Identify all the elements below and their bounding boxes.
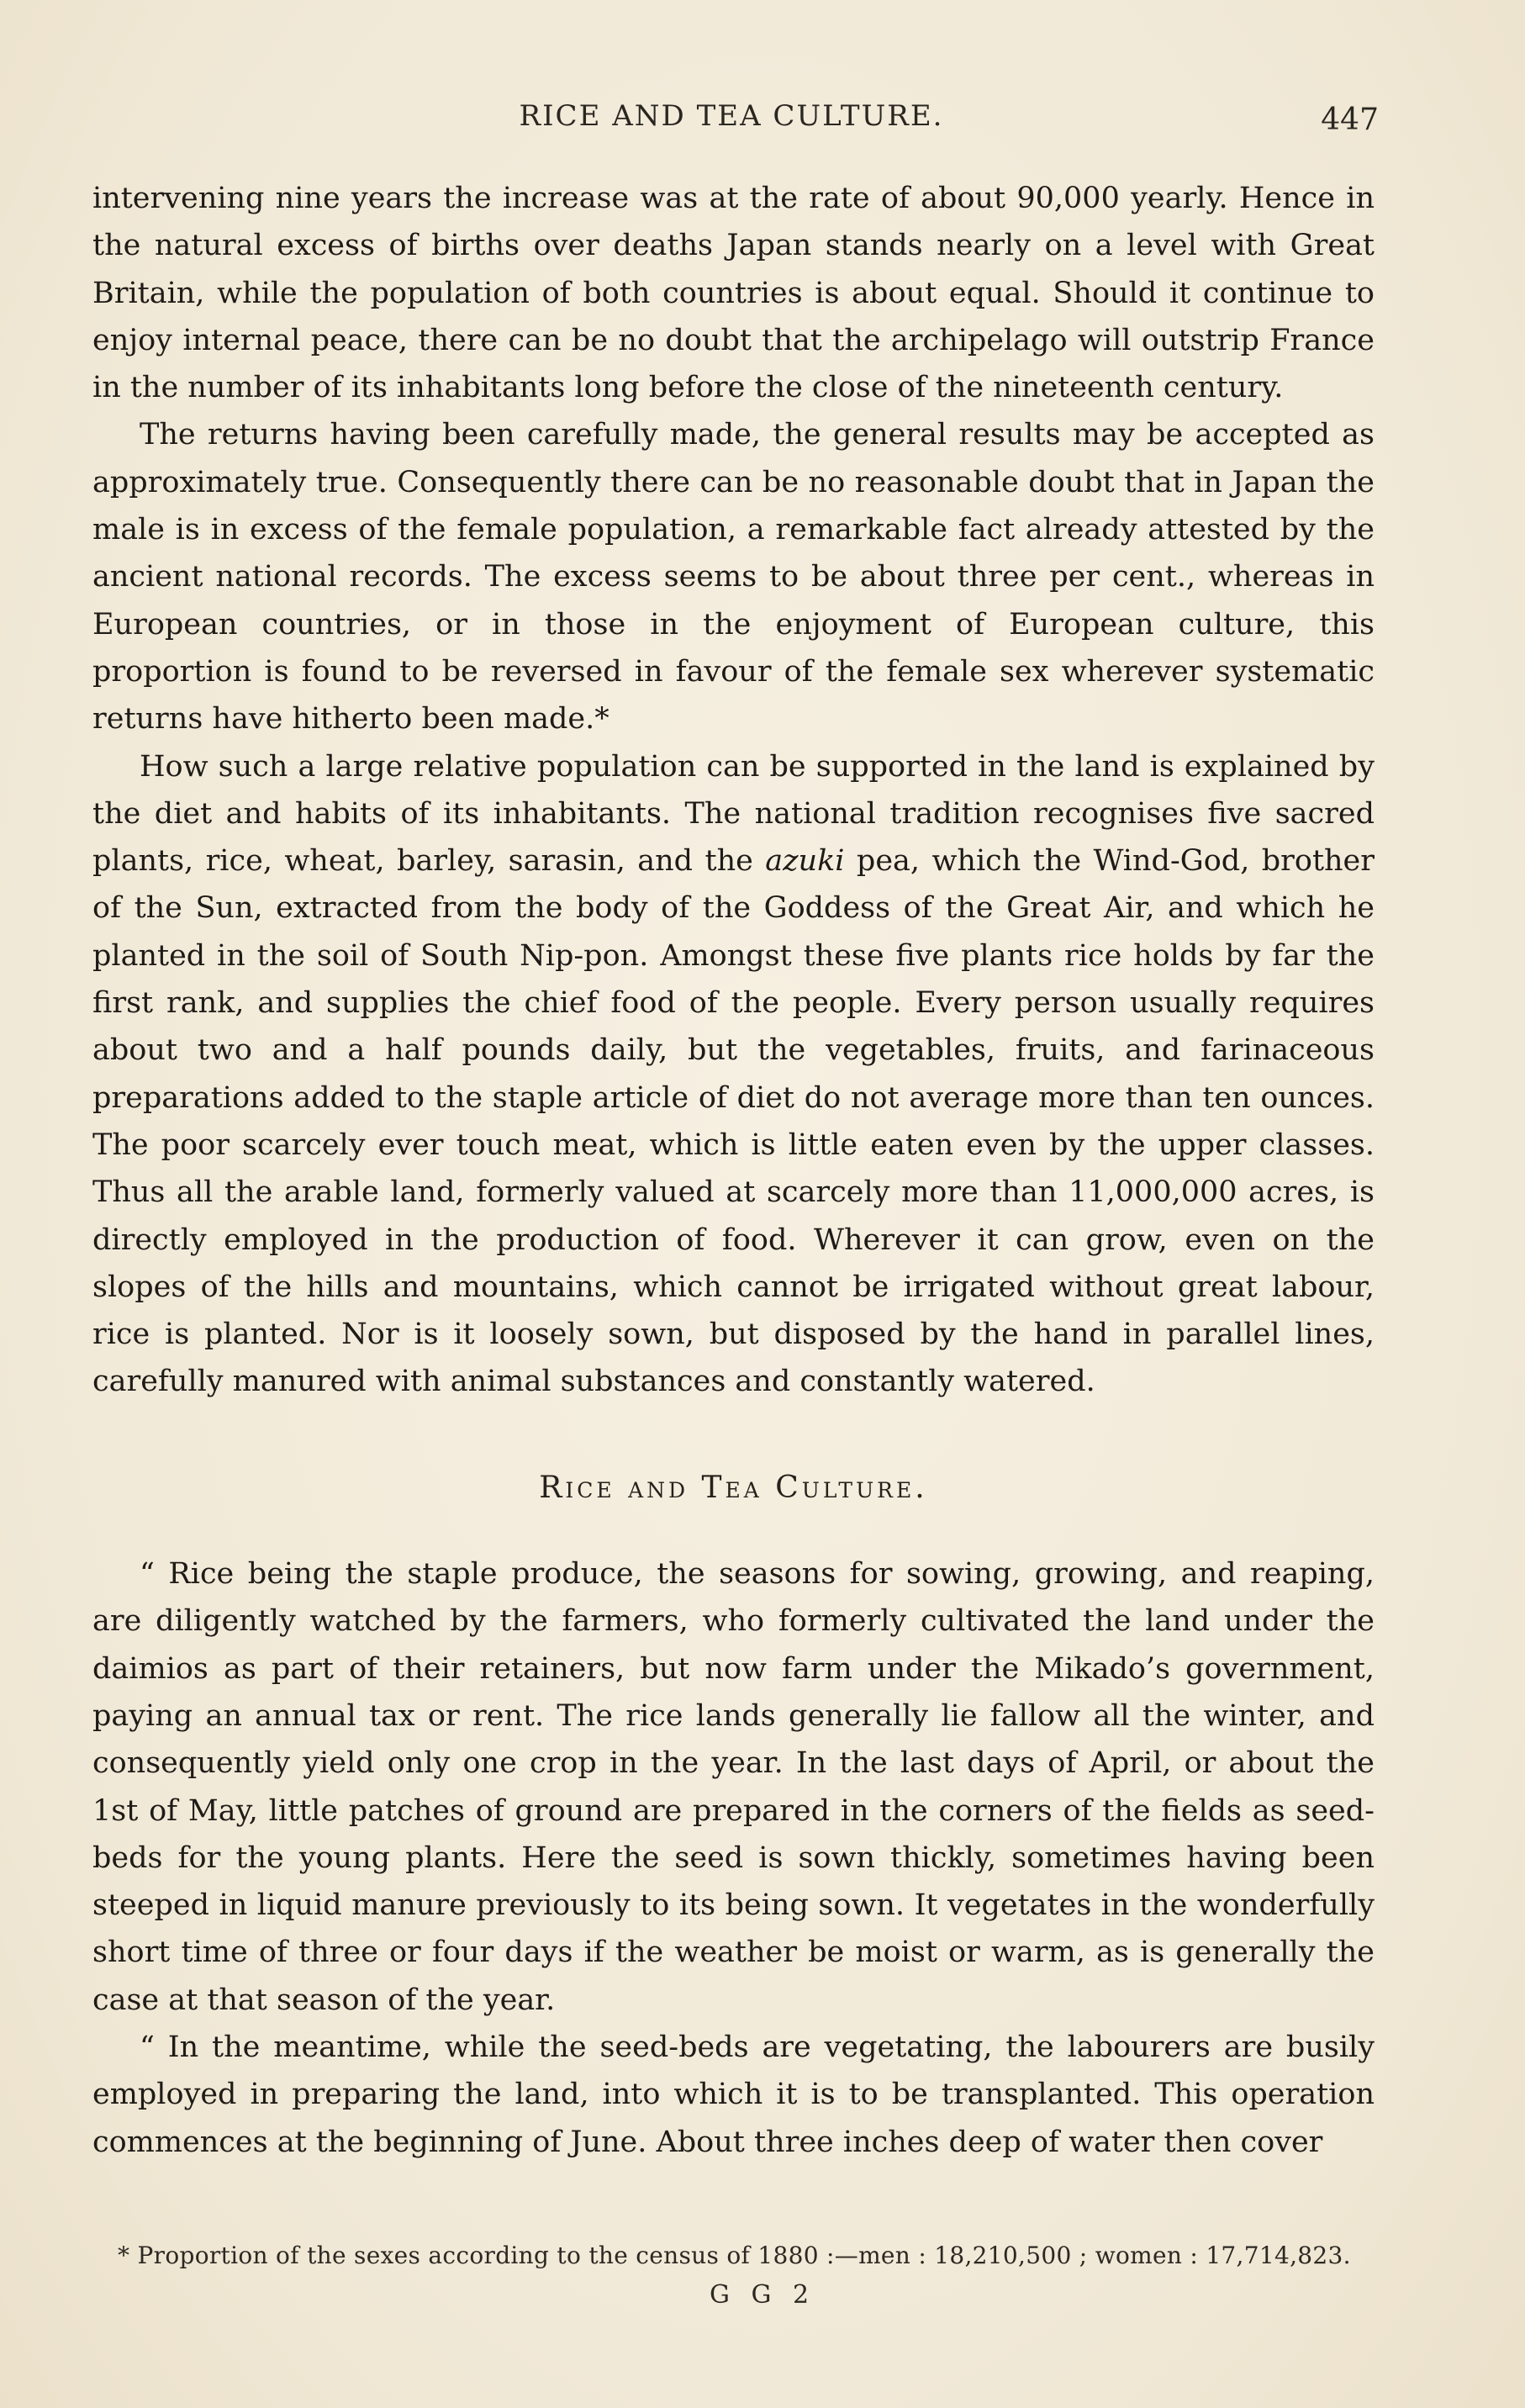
section-heading: Rice and Tea Culture. [539,1470,928,1505]
page-number: 447 [1321,103,1379,137]
paragraph-sex-ratio: The returns having been carefully made, the general results may be accepted as approximately true. Consequently there can be no reasonable doubt that in Japan the male is in excess of the female population, a remarkable fact already attested by the ancient national records. The excess seems to be about three per cent., whereas in European countries, or in those in the enjoyment of European culture, this proportion is found to be reversed in favour of the female sex wherever systematic returns have hitherto been made.* [92,418,1375,737]
paragraph-diet-after: pea, which the Wind-God, brother of the Sun, extracted from the body of the Goddess of the Great Air, and which he planted in the soil of South Nip-pon. Amongst these five plants rice holds by far the first rank, and supplies the chief food of the people. Every person usually requires about two and a half pounds daily, but the vegetables, fruits, and farinaceous preparations added to the staple article of diet do not average more than ten ounces. The poor scarcely ever touch meat, which is little eaten even by the upper classes. Thus all the arable land, formerly valued at scarcely more than 11,000,000 acres, is directly employed in the production of food. Wherever it can grow, even on the slopes of the hills and mountains, which cannot be irrigated without great labour, rice is planted. Nor is it loosely sown, but disposed by the hand in parallel lines, carefully manured with animal substances and constantly watered. [92,844,1375,1399]
paragraph-rice-seasons: “ Rice being the staple produce, the seasons for sowing, growing, and reaping, are diligently watched by the farmers, who formerly cultivated the land under the daimios as part of their retainers, but now farm under the Mikado’s government, paying an annual tax or rent. The rice lands generally lie fallow all the winter, and consequently yield only one crop in the year. In the last days of April, or about the 1st of May, little patches of ground are prepared in the corners of the fields as seed-beds for the young plants. Here the seed is sown thickly, sometimes having been steeped in liquid manure previously to its being sown. It vegetates in the wonderfully short time of three or four days if the weather be moist or warm, as is generally the case at that season of the year. [92,1557,1375,2017]
paragraph-continuation: intervening nine years the increase was at the rate of about 90,000 yearly. Hence in the natural excess of births over deaths Japan stands nearly on a level with Great Britain, while the population of both countries is about equal. Should it continue to enjoy internal peace, there can be no doubt that the archipelago will outstrip France in the number of its inhabitants long before the close of the nineteenth century. [92,182,1375,405]
paragraph-diet [92,743,1375,1406]
page-header [92,99,1379,141]
signature-mark: G G 2 [709,2280,816,2310]
body-text [92,175,1375,2166]
footnote: * Proportion of the sexes according to the census of 1880 :—men : 18,210,500 ; women : 17,714,823. [118,2242,1351,2269]
azuki-term: azuki [765,844,845,879]
paragraph-diet-before: How such a large relative population can be supported in the land is explained by the diet and habits of its inhabitants. The national tradition recognises five sacred plants, rice, wheat, barley, sarasin, and the [92,749,1375,879]
paragraph-transplanting: “ In the meantime, while the seed-beds are vegetating, the labourers are busily employed in preparing the land, into which it is to be transplanted. This operation commences at the beginning of June. About three inches deep of water then cover [92,2030,1375,2159]
running-head: RICE AND TEA CULTURE. [519,99,944,133]
